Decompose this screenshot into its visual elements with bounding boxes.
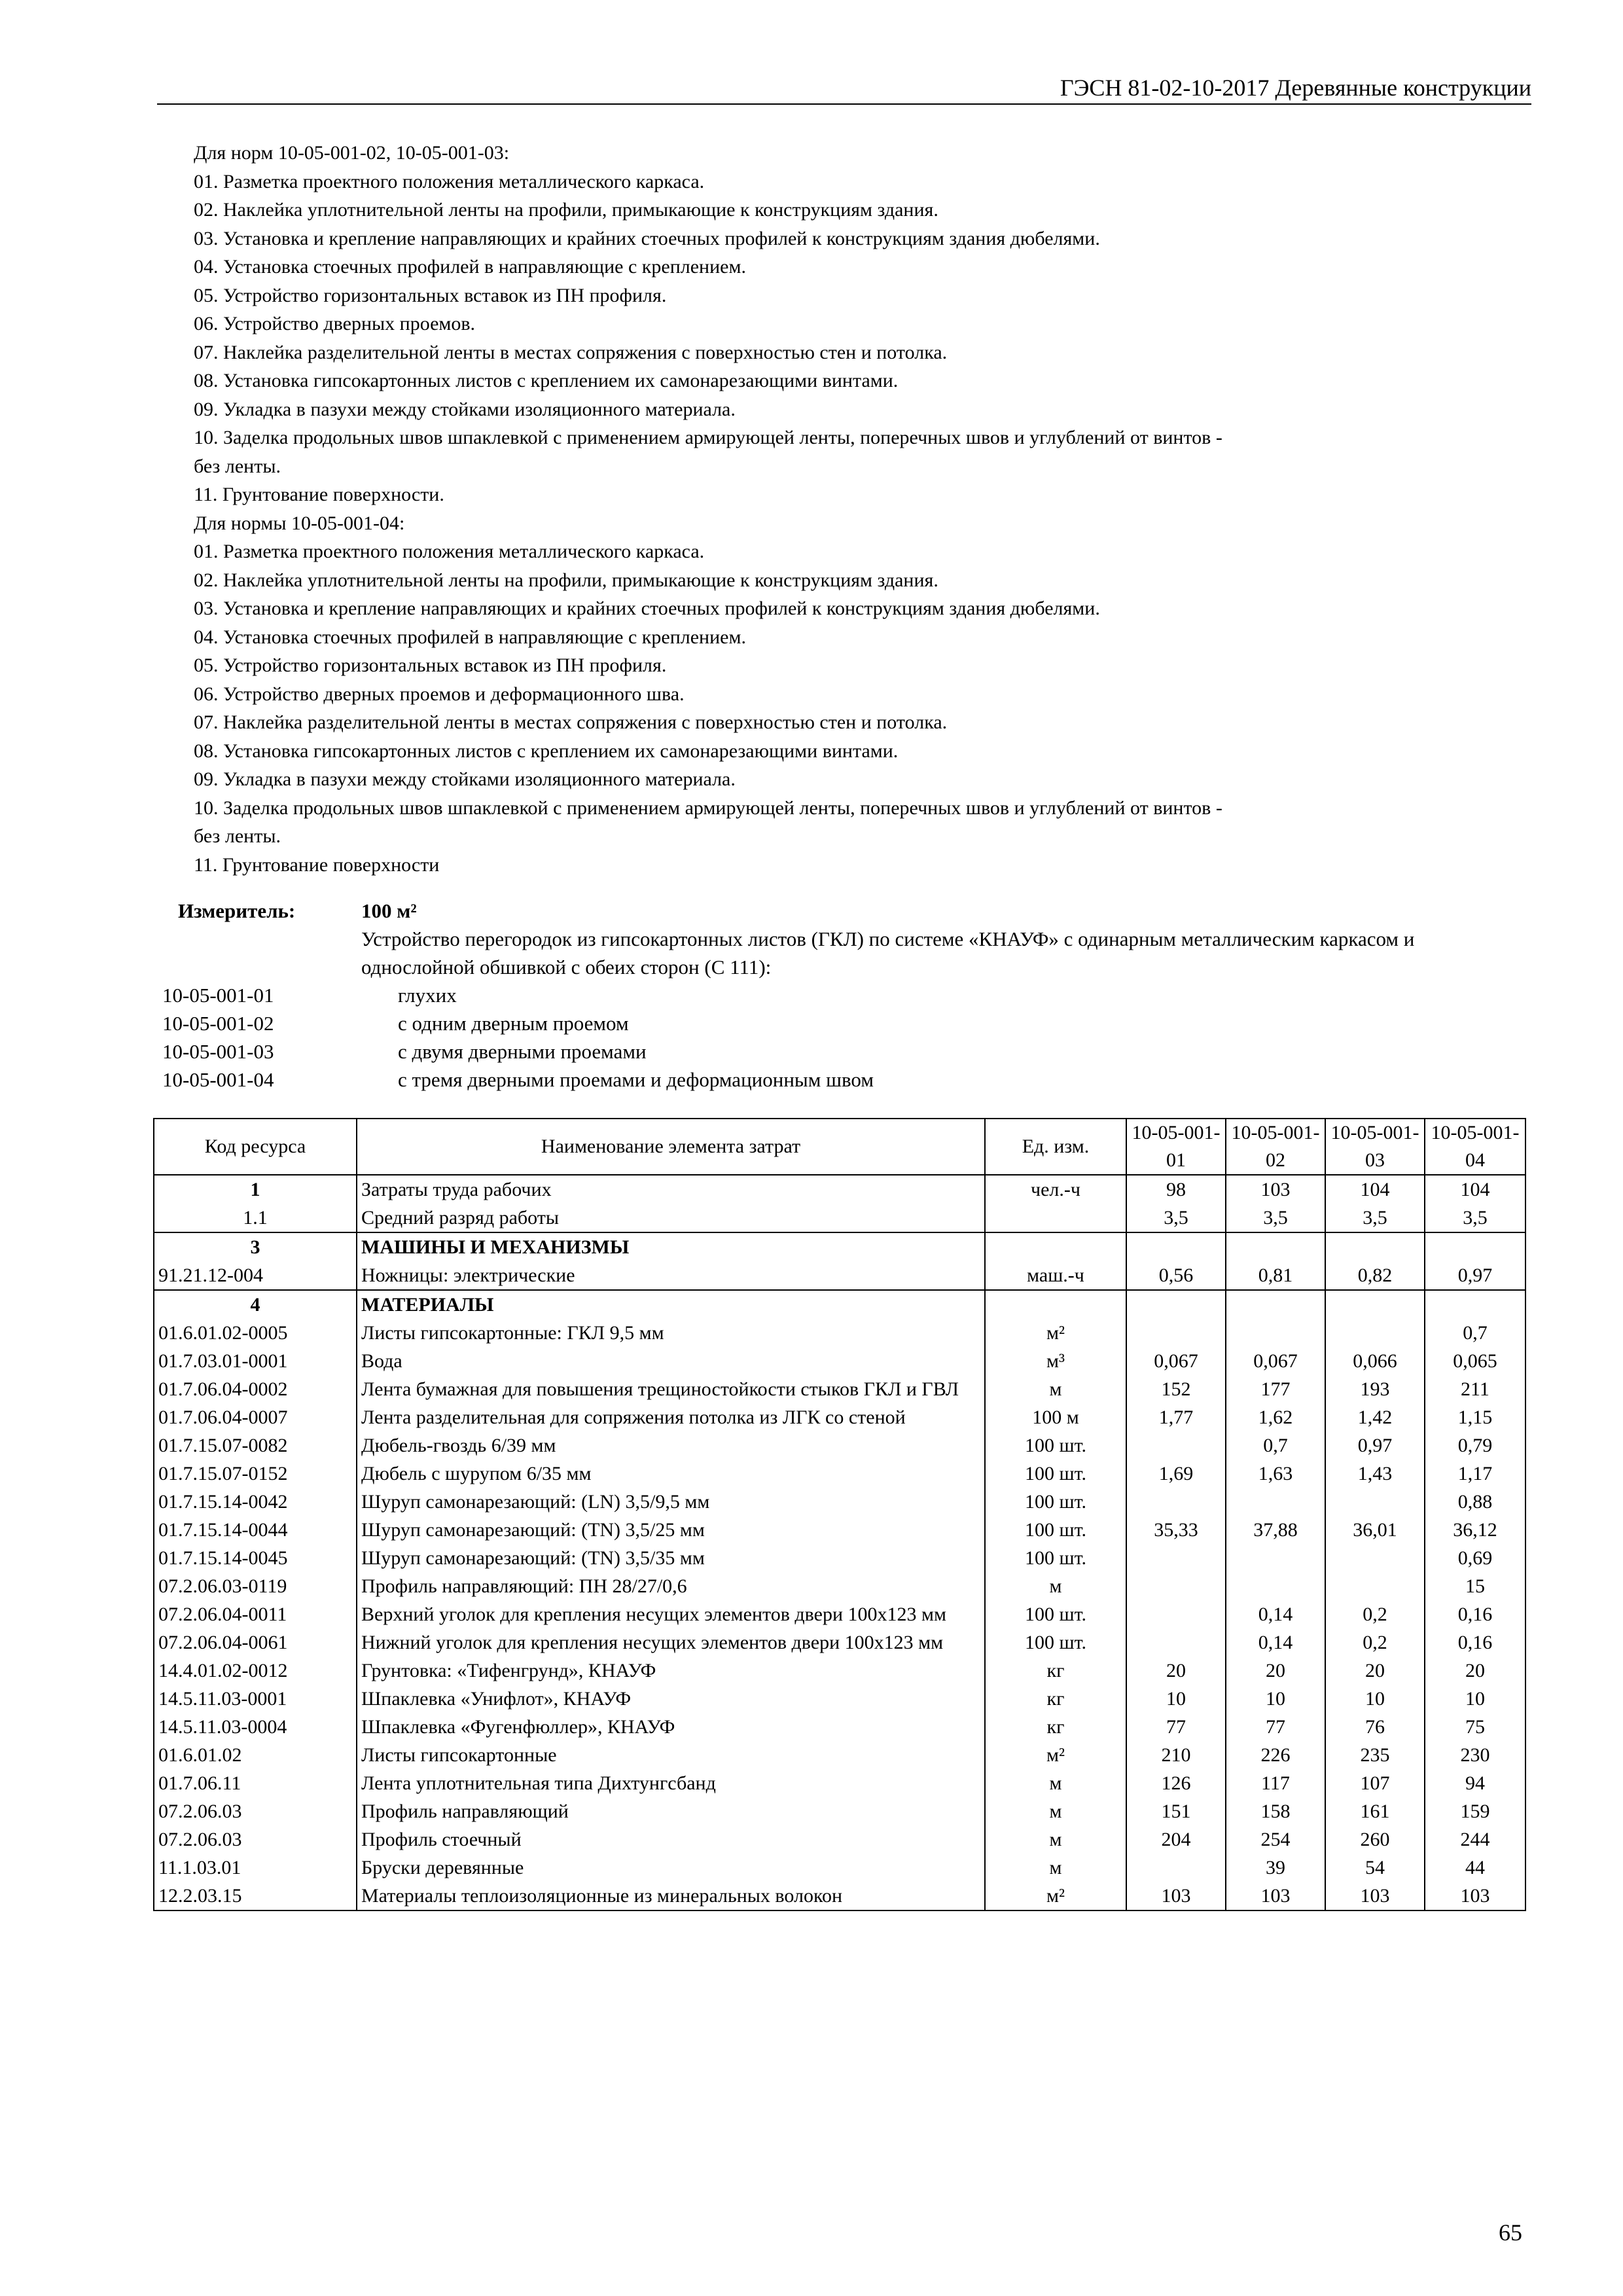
cell-value: [1425, 1290, 1525, 1319]
cell-name: Шпаклевка «Фугенфюллер», КНАУФ: [357, 1713, 985, 1741]
cell-code: 01.7.03.01-0001: [154, 1347, 357, 1375]
cell-value: 0,88: [1425, 1488, 1525, 1516]
cell-unit: [985, 1204, 1126, 1232]
cell-value: 10: [1226, 1685, 1325, 1713]
table-row: [154, 1657, 1525, 1685]
cell-value: 0,81: [1226, 1261, 1325, 1290]
cell-name: Средний разряд работы: [357, 1204, 985, 1232]
cell-value: [1126, 1854, 1226, 1882]
cell-value: 20: [1226, 1657, 1325, 1685]
cell-value: 204: [1126, 1825, 1226, 1854]
cell-value: [1126, 1431, 1226, 1460]
operation-line: 10. Заделка продольных швов шпаклевкой с применением армирующей ленты, поперечных швов и углублений от винтов -: [194, 427, 1222, 448]
cell-value: 235: [1325, 1741, 1425, 1769]
operation-line: 11. Грунтование поверхности.: [194, 484, 444, 505]
cell-value: 1,42: [1325, 1403, 1425, 1431]
cell-code: 91.21.12-004: [154, 1261, 357, 1290]
cell-value: 36,12: [1425, 1516, 1525, 1544]
operation-line: Для нормы 10-05-001-04:: [194, 512, 405, 534]
norm-name: с одним дверным проемом: [398, 1012, 629, 1035]
col-header-unit: Ед. изм.: [985, 1119, 1126, 1175]
cell-unit: кг: [985, 1685, 1126, 1713]
cell-value: [1126, 1600, 1226, 1628]
norm-code-list: [162, 981, 1275, 1094]
meter-unit: 100 м²: [361, 899, 417, 922]
cell-value: 76: [1325, 1713, 1425, 1741]
cell-value: 3,5: [1226, 1204, 1325, 1232]
cell-value: 159: [1425, 1797, 1525, 1825]
cell-name: МАТЕРИАЛЫ: [357, 1290, 985, 1319]
cell-code: 01.6.01.02: [154, 1741, 357, 1769]
cell-value: 103: [1126, 1882, 1226, 1910]
cell-value: 103: [1425, 1882, 1525, 1910]
table-row: [154, 1175, 1525, 1204]
col-header-norm-4: 10-05-001-04: [1425, 1119, 1525, 1175]
cell-value: [1226, 1319, 1325, 1347]
table-row: [154, 1232, 1525, 1261]
cell-value: 98: [1126, 1175, 1226, 1204]
cell-value: [1126, 1572, 1226, 1600]
cell-code: 14.5.11.03-0004: [154, 1713, 357, 1741]
cell-value: 37,88: [1226, 1516, 1325, 1544]
cell-value: 152: [1126, 1375, 1226, 1403]
cell-value: 0,97: [1425, 1261, 1525, 1290]
cell-unit: м: [985, 1769, 1126, 1797]
norm-name: глухих: [398, 984, 457, 1007]
cell-code: 07.2.06.04-0061: [154, 1628, 357, 1657]
operation-line: 10. Заделка продольных швов шпаклевкой с применением армирующей ленты, поперечных швов и углублений от винтов -: [194, 797, 1222, 819]
cell-value: 1,63: [1226, 1460, 1325, 1488]
table-row: [154, 1488, 1525, 1516]
cell-value: 0,2: [1325, 1628, 1425, 1657]
cell-value: 94: [1425, 1769, 1525, 1797]
cell-value: 35,33: [1126, 1516, 1226, 1544]
cell-value: 0,065: [1425, 1347, 1525, 1375]
cell-unit: м²: [985, 1741, 1126, 1769]
cell-value: 77: [1126, 1713, 1226, 1741]
cell-name: Лента разделительная для сопряжения потолка из ЛГК со стеной: [357, 1403, 985, 1431]
operation-line: 05. Устройство горизонтальных вставок из ПН профиля.: [194, 284, 667, 306]
cell-value: 36,01: [1325, 1516, 1425, 1544]
cell-code: 3: [154, 1232, 357, 1261]
cell-value: 0,79: [1425, 1431, 1525, 1460]
cell-value: 0,066: [1325, 1347, 1425, 1375]
resource-table: [153, 1118, 1526, 1911]
table-row: [154, 1261, 1525, 1290]
cell-value: 260: [1325, 1825, 1425, 1854]
table-row: [154, 1685, 1525, 1713]
operation-line: 01. Разметка проектного положения металлического каркаса.: [194, 170, 705, 192]
cell-value: 104: [1425, 1175, 1525, 1204]
cell-value: [1325, 1319, 1425, 1347]
cell-code: 01.7.06.04-0007: [154, 1403, 357, 1431]
cell-unit: м: [985, 1375, 1126, 1403]
operation-line: 04. Установка стоечных профилей в направляющие с креплением.: [194, 256, 746, 278]
table-row: [154, 1741, 1525, 1769]
cell-value: 210: [1126, 1741, 1226, 1769]
norm-code: 10-05-001-01: [162, 984, 274, 1007]
cell-value: 0,97: [1325, 1431, 1425, 1460]
cell-name: Дюбель с шурупом 6/35 мм: [357, 1460, 985, 1488]
cell-value: [1126, 1319, 1226, 1347]
cell-value: 0,067: [1126, 1347, 1226, 1375]
cell-name: Вода: [357, 1347, 985, 1375]
table-row: [154, 1431, 1525, 1460]
cell-value: [1325, 1232, 1425, 1261]
cell-value: 254: [1226, 1825, 1325, 1854]
cell-value: 44: [1425, 1854, 1525, 1882]
cell-unit: чел.-ч: [985, 1175, 1126, 1204]
cell-name: Листы гипсокартонные: ГКЛ 9,5 мм: [357, 1319, 985, 1347]
cell-name: Затраты труда рабочих: [357, 1175, 985, 1204]
operation-line: 04. Установка стоечных профилей в направляющие с креплением.: [194, 626, 746, 648]
table-row: [154, 1797, 1525, 1825]
table-row: [154, 1854, 1525, 1882]
operation-line: 07. Наклейка разделительной ленты в местах сопряжения с поверхностью стен и потолка.: [194, 711, 948, 733]
cell-name: Грунтовка: «Тифенгрунд», КНАУФ: [357, 1657, 985, 1685]
cell-name: Верхний уголок для крепления несущих элементов двери 100x123 мм: [357, 1600, 985, 1628]
cell-name: Профиль направляющий: ПН 28/27/0,6: [357, 1572, 985, 1600]
cell-value: 1,15: [1425, 1403, 1525, 1431]
cell-unit: [985, 1232, 1126, 1261]
cell-name: Профиль направляющий: [357, 1797, 985, 1825]
cell-value: 20: [1325, 1657, 1425, 1685]
table-row: [154, 1347, 1525, 1375]
cell-value: 1,77: [1126, 1403, 1226, 1431]
page-number: 65: [1499, 2219, 1522, 2246]
operation-line: 03. Установка и крепление направляющих и крайних стоечных профилей к конструкциям здания дюбелями.: [194, 227, 1100, 249]
cell-value: [1325, 1544, 1425, 1572]
cell-value: 0,7: [1226, 1431, 1325, 1460]
cell-value: [1226, 1572, 1325, 1600]
cell-value: 0,56: [1126, 1261, 1226, 1290]
cell-value: 20: [1126, 1657, 1226, 1685]
cell-value: [1425, 1232, 1525, 1261]
operation-line: 11. Грунтование поверхности: [194, 853, 440, 876]
cell-name: Нижний уголок для крепления несущих элементов двери 100x123 мм: [357, 1628, 985, 1657]
table-row: [154, 1375, 1525, 1403]
cell-name: Бруски деревянные: [357, 1854, 985, 1882]
norm-code: 10-05-001-03: [162, 1040, 274, 1063]
cell-name: Ножницы: электрические: [357, 1261, 985, 1290]
cell-unit: 100 шт.: [985, 1628, 1126, 1657]
cell-value: 103: [1226, 1175, 1325, 1204]
cell-name: Профиль стоечный: [357, 1825, 985, 1854]
norm-code-row: [162, 1037, 1275, 1066]
cell-code: 01.7.15.07-0152: [154, 1460, 357, 1488]
cell-unit: 100 м: [985, 1403, 1126, 1431]
cell-name: Дюбель-гвоздь 6/39 мм: [357, 1431, 985, 1460]
cell-value: 104: [1325, 1175, 1425, 1204]
operation-line: 07. Наклейка разделительной ленты в местах сопряжения с поверхностью стен и потолка.: [194, 341, 948, 363]
cell-value: 0,14: [1226, 1600, 1325, 1628]
cell-value: 1,69: [1126, 1460, 1226, 1488]
cell-value: [1126, 1290, 1226, 1319]
cell-value: 20: [1425, 1657, 1525, 1685]
cell-unit: [985, 1290, 1126, 1319]
cell-value: 117: [1226, 1769, 1325, 1797]
cell-unit: 100 шт.: [985, 1488, 1126, 1516]
table-row: [154, 1516, 1525, 1544]
cell-value: 0,067: [1226, 1347, 1325, 1375]
operation-line: Для норм 10-05-001-02, 10-05-001-03:: [194, 142, 510, 164]
table-row: [154, 1600, 1525, 1628]
cell-value: [1325, 1572, 1425, 1600]
cell-code: 01.7.15.14-0042: [154, 1488, 357, 1516]
cell-unit: 100 шт.: [985, 1460, 1126, 1488]
cell-code: 07.2.06.03: [154, 1825, 357, 1854]
cell-value: 10: [1425, 1685, 1525, 1713]
cell-value: 10: [1126, 1685, 1226, 1713]
table-row: [154, 1204, 1525, 1232]
cell-unit: м²: [985, 1319, 1126, 1347]
operation-line: 01. Разметка проектного положения металлического каркаса.: [194, 541, 705, 562]
col-header-name: Наименование элемента затрат: [357, 1119, 985, 1175]
cell-unit: кг: [985, 1657, 1126, 1685]
cell-unit: м³: [985, 1347, 1126, 1375]
cell-unit: м: [985, 1854, 1126, 1882]
cell-value: 15: [1425, 1572, 1525, 1600]
cell-value: 0,16: [1425, 1628, 1525, 1657]
cell-code: 07.2.06.03: [154, 1797, 357, 1825]
cell-name: Лента бумажная для повышения трещиностойкости стыков ГКЛ и ГВЛ: [357, 1375, 985, 1403]
cell-code: 01.7.15.14-0045: [154, 1544, 357, 1572]
cell-value: 3,5: [1325, 1204, 1425, 1232]
cell-value: [1226, 1488, 1325, 1516]
cell-value: 193: [1325, 1375, 1425, 1403]
page-header: ГЭСН 81-02-10-2017 Деревянные конструкции: [157, 73, 1531, 105]
operation-line: без ленты.: [194, 455, 281, 477]
cell-value: [1126, 1232, 1226, 1261]
cell-value: 126: [1126, 1769, 1226, 1797]
cell-value: 0,82: [1325, 1261, 1425, 1290]
cell-unit: 100 шт.: [985, 1516, 1126, 1544]
cell-code: 01.7.06.11: [154, 1769, 357, 1797]
operation-line: 06. Устройство дверных проемов и деформационного шва.: [194, 683, 685, 705]
cell-name: Листы гипсокартонные: [357, 1741, 985, 1769]
cell-value: 230: [1425, 1741, 1525, 1769]
col-header-norm-1: 10-05-001-01: [1126, 1119, 1226, 1175]
col-header-norm-3: 10-05-001-03: [1325, 1119, 1425, 1175]
operation-line: 06. Устройство дверных проемов.: [194, 313, 476, 334]
cell-code: 14.5.11.03-0001: [154, 1685, 357, 1713]
cell-value: 10: [1325, 1685, 1425, 1713]
cell-unit: 100 шт.: [985, 1600, 1126, 1628]
norm-code-row: [162, 981, 1275, 1009]
cell-code: 07.2.06.04-0011: [154, 1600, 357, 1628]
operation-line: 02. Наклейка уплотнительной ленты на профили, примыкающие к конструкциям здания.: [194, 199, 938, 221]
cell-value: [1126, 1544, 1226, 1572]
cell-unit: 100 шт.: [985, 1544, 1126, 1572]
norm-name: с тремя дверными проемами и деформационным швом: [398, 1068, 874, 1091]
cell-code: 07.2.06.03-0119: [154, 1572, 357, 1600]
cell-unit: кг: [985, 1713, 1126, 1741]
cell-value: 151: [1126, 1797, 1226, 1825]
cell-code: 01.7.06.04-0002: [154, 1375, 357, 1403]
cell-code: 14.4.01.02-0012: [154, 1657, 357, 1685]
cell-unit: м²: [985, 1882, 1126, 1910]
cell-value: 77: [1226, 1713, 1325, 1741]
cell-value: [1226, 1232, 1325, 1261]
cell-name: Шуруп самонарезающий: (LN) 3,5/9,5 мм: [357, 1488, 985, 1516]
cell-unit: маш.-ч: [985, 1261, 1126, 1290]
col-header-code: Код ресурса: [154, 1119, 357, 1175]
cell-value: 226: [1226, 1741, 1325, 1769]
cell-value: 0,16: [1425, 1600, 1525, 1628]
operation-line: 05. Устройство горизонтальных вставок из ПН профиля.: [194, 655, 667, 676]
norm-code: 10-05-001-02: [162, 1012, 274, 1035]
table-row: [154, 1544, 1525, 1572]
cell-value: 244: [1425, 1825, 1525, 1854]
cell-code: 12.2.03.15: [154, 1882, 357, 1910]
cell-unit: 100 шт.: [985, 1431, 1126, 1460]
cell-code: 01.7.15.07-0082: [154, 1431, 357, 1460]
cell-name: Лента уплотнительная типа Дихтунгсбанд: [357, 1769, 985, 1797]
cell-value: 1,17: [1425, 1460, 1525, 1488]
meter-label: Измеритель:: [178, 899, 296, 922]
operation-line: 08. Установка гипсокартонных листов с креплением их самонарезающими винтами.: [194, 370, 899, 391]
cell-value: [1325, 1488, 1425, 1516]
operations-list: [194, 139, 1516, 879]
table-row: [154, 1713, 1525, 1741]
table-row: [154, 1460, 1525, 1488]
cell-name: МАШИНЫ И МЕХАНИЗМЫ: [357, 1232, 985, 1261]
norm-code: 10-05-001-04: [162, 1068, 274, 1091]
table-row: [154, 1628, 1525, 1657]
cell-code: 01.6.01.02-0005: [154, 1319, 357, 1347]
cell-name: Материалы теплоизоляционные из минеральных волокон: [357, 1882, 985, 1910]
operation-line: 09. Укладка в пазухи между стойками изоляционного материала.: [194, 398, 736, 420]
cell-code: 4: [154, 1290, 357, 1319]
cell-name: Шуруп самонарезающий: (TN) 3,5/35 мм: [357, 1544, 985, 1572]
cell-value: [1126, 1488, 1226, 1516]
cell-unit: м: [985, 1797, 1126, 1825]
cell-value: 177: [1226, 1375, 1325, 1403]
cell-value: 3,5: [1425, 1204, 1525, 1232]
col-header-norm-2: 10-05-001-02: [1226, 1119, 1325, 1175]
operation-line: 09. Укладка в пазухи между стойками изоляционного материала.: [194, 768, 736, 790]
meter-description: Устройство перегородок из гипсокартонных листов (ГКЛ) по системе «КНАУФ» с одинарным металлическим каркасом и однослойной обшивкой с обеих сторон (С 111):: [361, 927, 1415, 978]
cell-name: Шпаклевка «Унифлот», КНАУФ: [357, 1685, 985, 1713]
table-row: [154, 1825, 1525, 1854]
cell-unit: м: [985, 1825, 1126, 1854]
cell-code: 1.1: [154, 1204, 357, 1232]
norm-name: с двумя дверными проемами: [398, 1040, 647, 1063]
cell-value: 1,62: [1226, 1403, 1325, 1431]
cell-value: [1226, 1290, 1325, 1319]
cell-value: 1,43: [1325, 1460, 1425, 1488]
cell-code: 11.1.03.01: [154, 1854, 357, 1882]
cell-value: 0,69: [1425, 1544, 1525, 1572]
cell-value: 161: [1325, 1797, 1425, 1825]
operation-line: 08. Установка гипсокартонных листов с креплением их самонарезающими винтами.: [194, 740, 899, 762]
cell-value: 211: [1425, 1375, 1525, 1403]
operation-line: 03. Установка и крепление направляющих и крайних стоечных профилей к конструкциям здания дюбелями.: [194, 598, 1100, 619]
cell-value: [1325, 1290, 1425, 1319]
table-row: [154, 1882, 1525, 1910]
cell-code: 1: [154, 1175, 357, 1204]
operation-line: без ленты.: [194, 825, 281, 847]
cell-code: 01.7.15.14-0044: [154, 1516, 357, 1544]
cell-name: Шуруп самонарезающий: (TN) 3,5/25 мм: [357, 1516, 985, 1544]
norm-code-row: [162, 1066, 1275, 1094]
table-row: [154, 1572, 1525, 1600]
cell-value: 107: [1325, 1769, 1425, 1797]
norm-code-row: [162, 1009, 1275, 1037]
cell-value: 158: [1226, 1797, 1325, 1825]
cell-unit: м: [985, 1572, 1126, 1600]
cell-value: 0,2: [1325, 1600, 1425, 1628]
cell-value: [1226, 1544, 1325, 1572]
cell-value: 75: [1425, 1713, 1525, 1741]
cell-value: 3,5: [1126, 1204, 1226, 1232]
operation-line: 02. Наклейка уплотнительной ленты на профили, примыкающие к конструкциям здания.: [194, 569, 938, 591]
cell-value: 103: [1226, 1882, 1325, 1910]
table-row: [154, 1769, 1525, 1797]
cell-value: 0,14: [1226, 1628, 1325, 1657]
table-row: [154, 1319, 1525, 1347]
cell-value: 0,7: [1425, 1319, 1525, 1347]
table-row: [154, 1290, 1525, 1319]
cell-value: 103: [1325, 1882, 1425, 1910]
cell-value: 54: [1325, 1854, 1425, 1882]
table-row: [154, 1403, 1525, 1431]
cell-value: 39: [1226, 1854, 1325, 1882]
cell-value: [1126, 1628, 1226, 1657]
